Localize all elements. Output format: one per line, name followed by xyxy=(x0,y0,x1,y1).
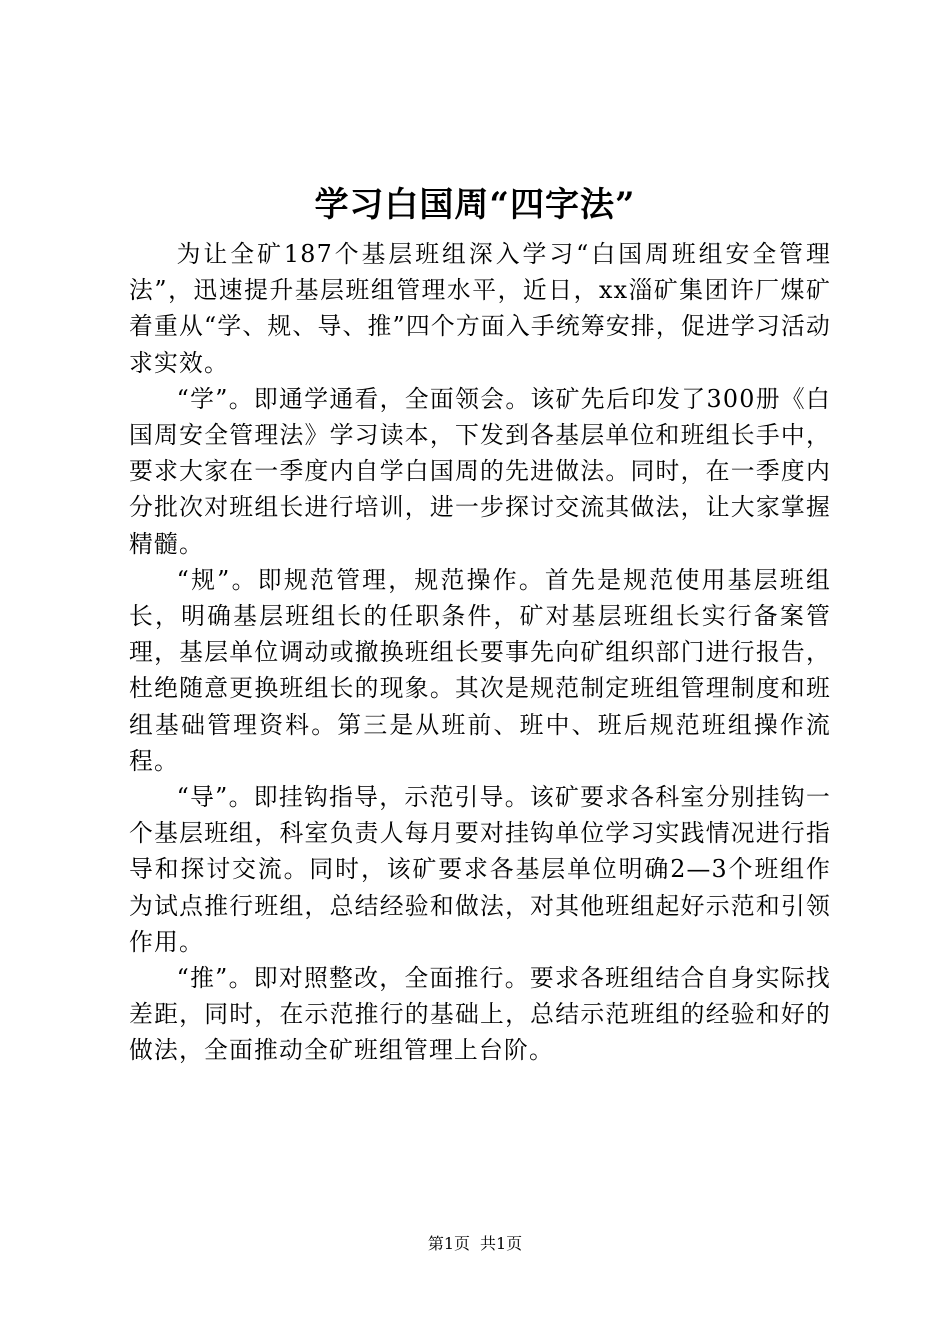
paragraph-xue: “学”。即通学通看，全面领会。该矿先后印发了300册《白国周安全管理法》学习读本，下发到各基层单位和班组长手中，要求大家在一季度内自学白国周的先进做法。同时，在一季度内分批次对班组长进行培训，进一步探讨交流其做法，让大家掌握精髓。 xyxy=(129,384,831,558)
page-footer xyxy=(0,1233,950,1255)
paragraph-gui: “规”。即规范管理，规范操作。首先是规范使用基层班组长，明确基层班组长的任职条件，矿对基层班组长实行备案管理，基层单位调动或撤换班组长要事先向矿组织部门进行报告，杜绝随意更换班组长的现象。其次是规范制定班组管理制度和班组基础管理资料。第三是从班前、班中、班后规范班组操作流程。 xyxy=(129,565,831,775)
paragraph-tui: “推”。即对照整改，全面推行。要求各班组结合自身实际找差距，同时，在示范推行的基础上，总结示范班组的经验和好的做法，全面推动全矿班组管理上台阶。 xyxy=(129,964,831,1065)
document-body xyxy=(129,236,831,1069)
paragraph-dao: “导”。即挂钩指导，示范引导。该矿要求各科室分别挂钩一个基层班组，科室负责人每月要对挂钩单位学习实践情况进行指导和探讨交流。同时，该矿要求各基层单位明确2—3个班组作为试点推行班组，总结经验和做法，对其他班组起好示范和引领作用。 xyxy=(129,783,831,956)
page-number: 第1页 xyxy=(427,1234,470,1253)
paragraph-intro: 为让全矿187个基层班组深入学习“白国周班组安全管理法”，迅速提升基层班组管理水平，近日，xx淄矿集团许厂煤矿着重从“学、规、导、推”四个方面入手统筹安排，促进学习活动求实效。 xyxy=(129,240,831,377)
document-title: 学习白国周“四字法” xyxy=(314,185,636,225)
page-total: 共1页 xyxy=(480,1234,523,1253)
